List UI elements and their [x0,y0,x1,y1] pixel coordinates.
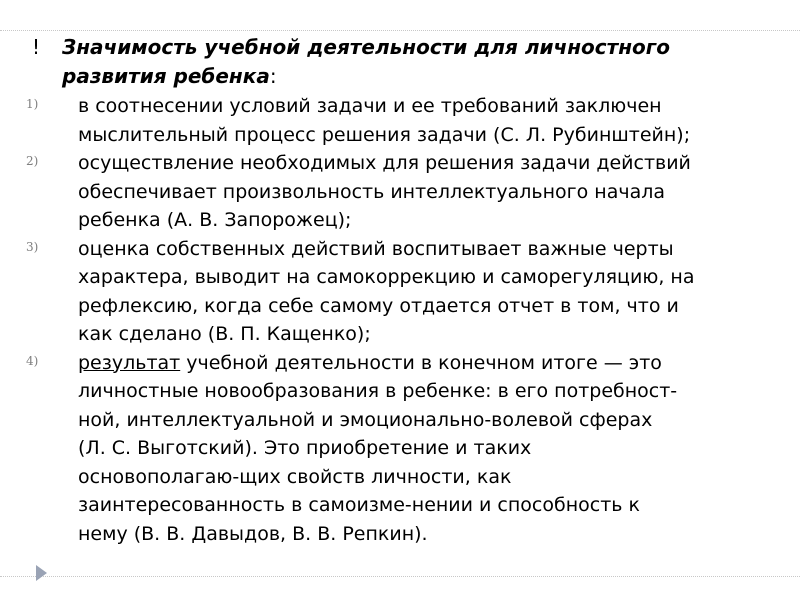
text-line: личностные новообразования в ребенке: в его потребност- [78,380,678,402]
text-line: ребенка (А. В. Запорожец); [78,209,352,231]
text-line: характера, выводит на самокоррекцию и саморегуляцию, на [78,266,695,288]
list-item-text [78,349,774,549]
bottom-divider [0,576,800,577]
list-item-1 [26,92,774,149]
underlined-term: результат [78,351,181,374]
list-number: 2) [26,154,39,168]
heading-line-2 [32,62,762,91]
heading-line-1: Значимость учебной деятельности для личностного [62,35,670,59]
text-line: ной, интеллектуальной и эмоционально-волевой сферах [78,408,653,431]
list-item-text [78,92,774,149]
list-number: 1) [26,97,39,111]
text-line: обеспечивает произвольность интеллектуального начала [78,180,666,203]
heading-line-2-text: развития ребенка [62,64,270,88]
text-line-rest: учебной деятельности в конечном итоге — это [180,351,662,374]
list-item-4 [26,349,774,549]
text-line: заинтересованность в самоизме-нении и способность к [78,494,640,516]
slide-heading [32,33,762,91]
text-line: осуществление необходимых для решения задачи действий [78,152,691,174]
text-line: мыслительный процесс решения задачи (С. Л. Рубинштейн); [78,123,691,146]
list-item-2 [26,149,774,235]
heading-colon: : [269,64,277,88]
heading-marker: ! [32,35,41,59]
list-item-3 [26,235,774,349]
text-line: в соотнесении условий задачи и ее требований заключен [78,95,662,117]
text-line [78,349,774,378]
text-line: рефлексию, когда себе самому отдается отчет в том, что и [78,294,679,317]
text-line: (Л. С. Выготский). Это приобретение и таких [78,437,532,459]
list-number: 4) [26,353,39,368]
list-item-text [78,149,774,235]
text-line: нему (В. В. Давыдов, В. В. Репкин). [78,522,428,545]
play-arrow-icon[interactable] [36,565,47,581]
list-number: 3) [26,239,39,254]
numbered-list [26,92,774,548]
text-line: оценка собственных действий воспитывает важные черты [78,237,674,260]
list-item-text [78,235,774,349]
text-line: основополагаю-щих свойств личности, как [78,465,512,488]
text-line: как сделано (В. П. Кащенко); [78,323,371,345]
top-divider [0,30,800,31]
